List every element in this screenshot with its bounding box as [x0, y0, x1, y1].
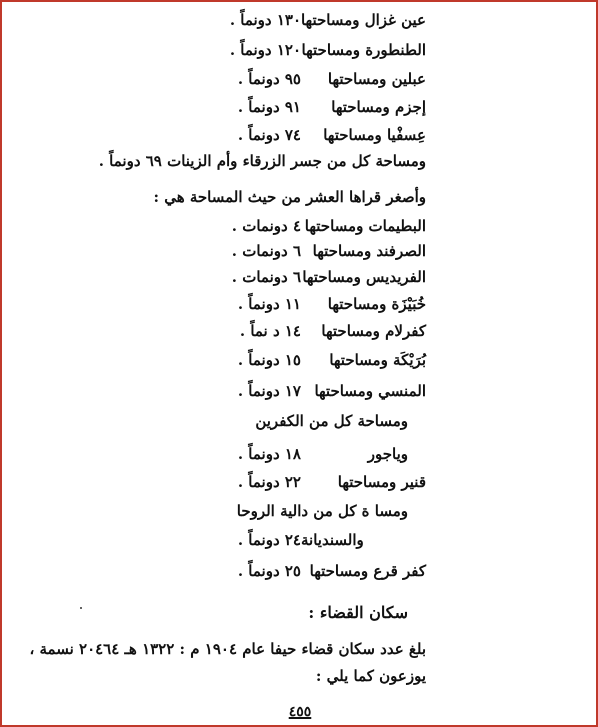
village-area: ١٤ د نماً . — [239, 322, 301, 340]
list-item — [232, 213, 426, 239]
village-area: ١٣٠ دونماً . — [229, 11, 301, 29]
page-number: ٤٥٥ — [288, 704, 312, 720]
village-area: ١٥ دونماً . — [237, 351, 301, 369]
list-item — [238, 66, 426, 92]
village-name: كفرلام ومساحتها — [321, 322, 426, 340]
list-item — [230, 37, 426, 63]
village-area: ٤ دونمات . — [231, 217, 301, 235]
village-name: والسنديانة — [301, 531, 364, 549]
village-name: الصرفند ومساحتها — [312, 242, 426, 260]
section-heading: سكان القضاء : — [308, 602, 408, 622]
village-area: ٦ دونمات . — [231, 242, 301, 260]
list-item — [238, 94, 426, 120]
village-area: ١١ دونماً . — [237, 295, 301, 313]
village-name: البطيمات ومساحتها — [304, 217, 426, 235]
village-name: الطنطورة ومساحتها — [301, 41, 426, 59]
text-line: وأصغر قراها العشر من حيث المساحة هي : — [153, 188, 426, 206]
village-name: الفريديس ومساحتها — [302, 268, 426, 286]
text-line: ومساحة كل من جسر الزرقاء وأم الزينات ٦٩ دونماً . — [98, 152, 426, 170]
list-item — [238, 291, 426, 317]
village-name: عين غزال ومساحتها — [300, 11, 426, 29]
village-name: عِسفْيا ومساحتها — [323, 126, 426, 144]
village-name: إجزم ومساحتها — [331, 98, 426, 116]
list-item — [238, 122, 426, 148]
list-item — [238, 378, 426, 404]
text-line: ومساحة كل من الكفرين — [255, 412, 408, 430]
paragraph-line: بلغ عدد سكان قضاء حيفا عام ١٩٠٤ م : ١٣٢٢ هـ ٢٠٤٦٤ نسمة ، — [29, 640, 426, 658]
village-area: ٩٥ دونماً . — [237, 70, 301, 88]
village-area: ٢٤ دونماً . — [237, 531, 301, 549]
village-area: ١٧ دونماً . — [237, 382, 301, 400]
village-area: ٩١ دونماً . — [237, 98, 301, 116]
list-item — [238, 347, 426, 373]
village-name: قنير ومساحتها — [337, 473, 426, 491]
village-name: وياجور — [367, 445, 408, 463]
text-line: ومسا ة كل من دالية الروحا — [236, 502, 408, 520]
village-area: ٧٤ دونماً . — [237, 126, 301, 144]
village-area: ١٨ دونماً . — [237, 445, 301, 463]
list-item — [238, 469, 426, 495]
list-item — [238, 558, 426, 584]
village-area: ٦ دونمات . — [231, 268, 301, 286]
village-name: بُرَيْكَة ومساحتها — [329, 351, 426, 369]
village-name: كفر قرع ومساحتها — [309, 562, 426, 580]
village-area: ١٢٠ دونماً . — [229, 41, 301, 59]
paragraph-line: يوزعون كما يلي : — [315, 667, 426, 685]
list-item — [230, 7, 426, 33]
village-area: ٢٥ دونماً . — [237, 562, 301, 580]
list-item — [232, 264, 426, 290]
village-name: عبلين ومساحتها — [327, 70, 426, 88]
list-item — [240, 318, 426, 344]
list-item — [232, 238, 426, 264]
village-area: ٢٢ دونماً . — [237, 473, 301, 491]
village-name: المنسي ومساحتها — [314, 382, 426, 400]
village-name: خُبَيْزَة ومساحتها — [327, 295, 426, 313]
speck — [80, 607, 82, 609]
list-item — [238, 527, 418, 553]
list-item — [238, 441, 408, 467]
